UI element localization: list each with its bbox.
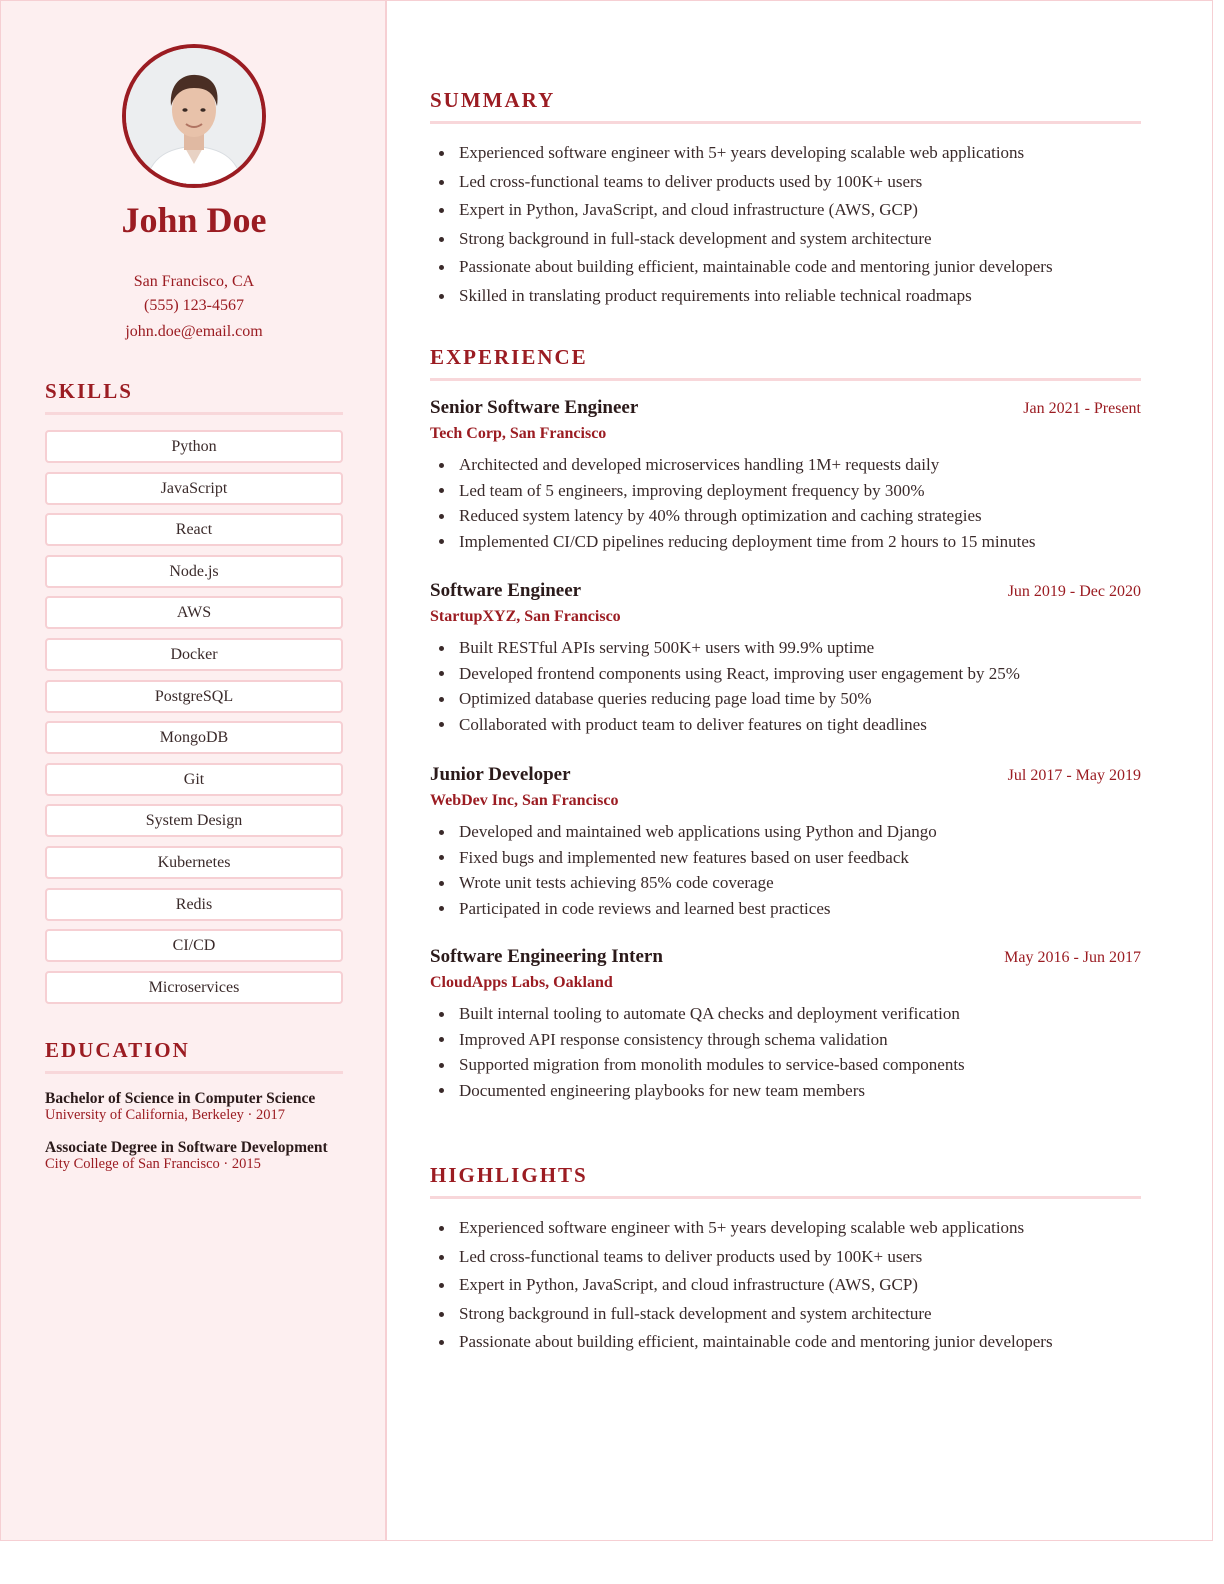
skills-heading: SKILLS xyxy=(45,379,343,415)
job-bullet: Optimized database queries reducing page load time by 50% xyxy=(430,686,1141,712)
job-entry xyxy=(430,396,1141,551)
skill-tag: PostgreSQL xyxy=(45,680,343,713)
highlights-list xyxy=(430,1214,1141,1357)
summary-list xyxy=(430,139,1141,310)
skill-tag: System Design xyxy=(45,804,343,837)
skill-tag: Git xyxy=(45,763,343,796)
job-bullet: Built RESTful APIs serving 500K+ users with 99.9% uptime xyxy=(430,635,1141,661)
education-school: University of California, Berkeley · 2017 xyxy=(45,1107,285,1123)
contact-email[interactable]: john.doe@email.com xyxy=(125,323,263,340)
job-bullet: Implemented CI/CD pipelines reducing deployment time from 2 hours to 15 minutes xyxy=(430,529,1141,555)
summary-item: Strong background in full-stack development and system architecture xyxy=(430,225,1141,254)
skill-tag: Kubernetes xyxy=(45,846,343,879)
job-date: Jul 2017 - May 2019 xyxy=(1007,767,1141,784)
job-entry xyxy=(430,945,1141,1100)
skills-list xyxy=(45,430,343,1012)
job-date: Jun 2019 - Dec 2020 xyxy=(1007,583,1141,600)
sidebar xyxy=(1,1,387,1540)
summary-item: Passionate about building efficient, maintainable code and mentoring junior developers xyxy=(430,253,1141,282)
highlight-item: Experienced software engineer with 5+ years developing scalable web applications xyxy=(430,1214,1141,1243)
skill-tag: JavaScript xyxy=(45,472,343,505)
education-heading: EDUCATION xyxy=(45,1038,343,1074)
skill-tag: React xyxy=(45,513,343,546)
highlight-item: Strong background in full-stack development and system architecture xyxy=(430,1300,1141,1329)
job-bullet: Reduced system latency by 40% through optimization and caching strategies xyxy=(430,503,1141,529)
job-bullet: Built internal tooling to automate QA checks and deployment verification xyxy=(430,1001,1141,1027)
summary-item: Skilled in translating product requirements into reliable technical roadmaps xyxy=(430,282,1141,311)
job-title: Software Engineering Intern xyxy=(430,946,663,967)
education-degree: Associate Degree in Software Development xyxy=(45,1139,328,1156)
profile-photo xyxy=(122,44,266,188)
job-bullet: Led team of 5 engineers, improving deployment frequency by 300% xyxy=(430,478,1141,504)
highlight-item: Expert in Python, JavaScript, and cloud infrastructure (AWS, GCP) xyxy=(430,1271,1141,1300)
experience-heading: EXPERIENCE xyxy=(430,345,1141,381)
contact-location: San Francisco, CA xyxy=(133,273,255,290)
education-degree: Bachelor of Science in Computer Science xyxy=(45,1090,316,1107)
skill-tag: MongoDB xyxy=(45,721,343,754)
job-bullets xyxy=(430,1001,1141,1103)
job-company: Tech Corp, San Francisco xyxy=(430,425,607,442)
job-bullet: Architected and developed microservices handling 1M+ requests daily xyxy=(430,452,1141,478)
skill-tag: CI/CD xyxy=(45,929,343,962)
job-bullet: Supported migration from monolith modules to service-based components xyxy=(430,1052,1141,1078)
job-bullet: Developed and maintained web applications using Python and Django xyxy=(430,819,1141,845)
summary-heading: SUMMARY xyxy=(430,88,1141,124)
job-bullet: Documented engineering playbooks for new team members xyxy=(430,1078,1141,1104)
highlight-item: Passionate about building efficient, maintainable code and mentoring junior developers xyxy=(430,1328,1141,1357)
summary-item: Experienced software engineer with 5+ years developing scalable web applications xyxy=(430,139,1141,168)
job-company: WebDev Inc, San Francisco xyxy=(430,792,619,809)
skill-tag: Python xyxy=(45,430,343,463)
job-bullet: Developed frontend components using React, improving user engagement by 25% xyxy=(430,661,1141,687)
summary-item: Led cross-functional teams to deliver products used by 100K+ users xyxy=(430,168,1141,197)
job-company: StartupXYZ, San Francisco xyxy=(430,608,621,625)
skill-tag: AWS xyxy=(45,596,343,629)
job-bullet: Fixed bugs and implemented new features based on user feedback xyxy=(430,845,1141,871)
job-date: May 2016 - Jun 2017 xyxy=(1004,949,1141,966)
highlights-heading: HIGHLIGHTS xyxy=(430,1163,1141,1199)
profile-name: John Doe xyxy=(121,200,267,240)
job-bullets xyxy=(430,635,1141,737)
summary-item: Expert in Python, JavaScript, and cloud infrastructure (AWS, GCP) xyxy=(430,196,1141,225)
job-bullets xyxy=(430,819,1141,921)
skill-tag: Microservices xyxy=(45,971,343,1004)
job-date: Jan 2021 - Present xyxy=(1023,400,1141,417)
skill-tag: Redis xyxy=(45,888,343,921)
education-entry xyxy=(45,1139,365,1173)
job-title: Senior Software Engineer xyxy=(430,397,639,418)
avatar-icon xyxy=(126,48,262,184)
education-entry xyxy=(45,1090,365,1124)
job-bullet: Collaborated with product team to deliver features on tight deadlines xyxy=(430,712,1141,738)
contact-phone: (555) 123-4567 xyxy=(144,297,244,314)
job-company: CloudApps Labs, Oakland xyxy=(430,974,613,991)
skill-tag: Docker xyxy=(45,638,343,671)
highlight-item: Led cross-functional teams to deliver products used by 100K+ users xyxy=(430,1243,1141,1272)
skill-tag: Node.js xyxy=(45,555,343,588)
job-entry xyxy=(430,579,1141,734)
job-title: Software Engineer xyxy=(430,580,582,601)
job-bullet: Wrote unit tests achieving 85% code coverage xyxy=(430,870,1141,896)
education-school: City College of San Francisco · 2015 xyxy=(45,1156,261,1172)
job-title: Junior Developer xyxy=(430,764,571,785)
job-entry xyxy=(430,763,1141,918)
job-bullet: Improved API response consistency through schema validation xyxy=(430,1027,1141,1053)
job-bullet: Participated in code reviews and learned best practices xyxy=(430,896,1141,922)
job-bullets xyxy=(430,452,1141,554)
